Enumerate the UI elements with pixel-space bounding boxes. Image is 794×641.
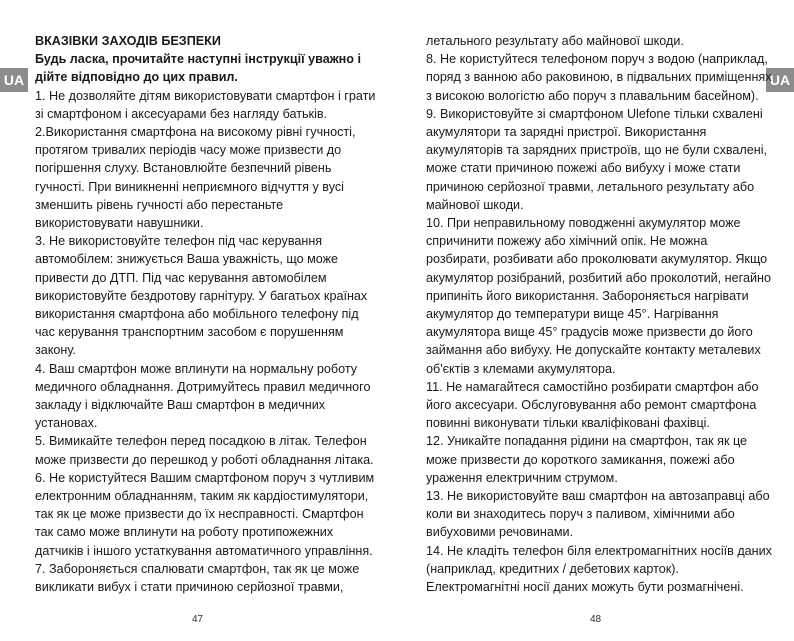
intro-line: Будь ласка, прочитайте наступні інструкції уважно і [35, 52, 361, 67]
page-heading: ВКАЗІВКИ ЗАХОДІВ БЕЗПЕКИ [35, 34, 221, 48]
text-line: 13. Не використовуйте ваш смартфон на автозаправці або [426, 489, 770, 504]
text-line: акумуляторів та зарядних пристроїв, що не були схвалені, [426, 143, 768, 158]
text-line: спричинити пожежу або хімічний опік. Не можна [426, 234, 708, 249]
text-line: установах. [35, 416, 98, 431]
text-line: розбирати, розбивати або проколювати акумулятор. Якщо [426, 252, 768, 267]
text-line: може призвести до перешкод у роботі обладнання літака. [35, 452, 374, 467]
text-line: летального результату або майнової шкоди. [426, 34, 684, 48]
text-line: використання смартфона або мобільного телефону під [35, 307, 359, 322]
text-line: коли ви знаходитесь поруч з паливом, хімічними або [426, 507, 735, 522]
text-line: датчиків і іншого устаткування автоматичного управління. [35, 543, 373, 558]
page-number-right: 48 [590, 614, 602, 625]
text-line: припиніть його використання. Забороняється нагрівати [426, 288, 749, 303]
text-line: закону. [35, 343, 76, 358]
text-line: 12. Уникайте попадання рідини на смартфон, так як це [426, 434, 748, 449]
text-line: електронним обладнанням, таким як кардіостимулятори, [35, 489, 369, 504]
text-line: причиною серйозної травми, летального результату або [426, 179, 755, 194]
text-line: протягом тривалих періодів часу може призвести до [35, 143, 342, 158]
left-page-text [35, 32, 375, 596]
text-line: погіршення слуху. Встановлюйте безпечний рівень [35, 161, 332, 176]
text-line: акумулятор до температури вище 45°. Нагрівання [426, 307, 719, 322]
text-line: майнової шкоди. [426, 197, 524, 212]
intro-line: дійте відповідно до цих правил. [35, 70, 238, 85]
text-line: зменшить рівень гучності або перестаньте [35, 197, 284, 212]
text-line: Електромагнітні носії даних можуть бути розмагнічені. [426, 580, 744, 595]
text-line: 14. Не кладіть телефон біля електромагнітних носіїв даних [426, 543, 772, 558]
text-line: поряд з ванною або раковиною, в підвальних приміщеннях [426, 70, 772, 85]
right-page-text [426, 32, 772, 596]
text-line: 2.Використання смартфона на високому рівні гучності, [35, 125, 356, 140]
text-line: 11. Не намагайтеся самостійно розбирати смартфон або [426, 379, 759, 394]
text-line: 9. Використовуйте зі смартфоном Ulefone тільки схвалені [426, 106, 763, 121]
text-line: може стати причиною пожежі або вибуху і може стати [426, 161, 741, 176]
text-line: гучності. При виникненні неприємного відчуття у вусі [35, 179, 344, 194]
text-line: з високою вологістю або поруч з плавальним басейном). [426, 88, 759, 103]
text-line: займання або вибуху. Не допускайте контакту металевих [426, 343, 761, 358]
text-line: його аксесуари. Обслуговування або ремонт смартфона [426, 398, 757, 413]
text-line: викликати вибух і стати причиною серйозної травми, [35, 580, 344, 595]
text-line: 4. Ваш смартфон може вплинути на нормальну роботу [35, 361, 358, 376]
text-line: може призвести до короткого замикання, пожежі або [426, 452, 735, 467]
text-line: акумулятора вище 45° градусів може призвести до його [426, 325, 753, 340]
text-line: (наприклад, кредитних / дебетових карток). [426, 561, 679, 576]
text-line: медичного обладнання. Дотримуйтесь правил медичного [35, 379, 371, 394]
text-line: використовувати навушники. [35, 216, 204, 231]
language-tab-right: UA [766, 68, 794, 92]
text-line: об'єктів з клемами акумулятора. [426, 361, 616, 376]
text-line: акумулятори та зарядні пристрої. Використання [426, 125, 707, 140]
text-line: закладу і відключайте Ваш смартфон в медичних [35, 398, 326, 413]
text-line: 1. Не дозволяйте дітям використовувати смартфон і грати [35, 88, 376, 103]
text-line: час керування транспортним засобом є порушенням [35, 325, 344, 340]
text-line: зі смартфоном і аксесуарами без нагляду батьків. [35, 106, 328, 121]
text-line: повинні виконувати тільки кваліфіковані фахівці. [426, 416, 710, 431]
text-line: 5. Вимикайте телефон перед посадкою в літак. Телефон [35, 434, 367, 449]
text-line: 10. При неправильному поводженні акумулятор може [426, 216, 741, 231]
text-line: 8. Не користуйтеся телефоном поруч з водою (наприклад, [426, 52, 768, 67]
page-number-left: 47 [192, 614, 204, 625]
text-line: 3. Не використовуйте телефон під час керування [35, 234, 323, 249]
text-line: акумулятор розібраний, розбитий або проколотий, негайно [426, 270, 771, 285]
text-line: так як це може призвести до їх несправності. Смартфон [35, 507, 364, 522]
text-line: автомобілем: знижується Ваша уважність, що може [35, 252, 339, 267]
text-line: 6. Не користуйтеся Вашим смартфоном поруч з чутливим [35, 470, 375, 485]
text-line: привести до ДТП. Під час керування автомобілем [35, 270, 327, 285]
text-line: ураження електричним струмом. [426, 470, 618, 485]
language-tab-left: UA [0, 68, 28, 92]
text-line: використовуйте бездротову гарнітуру. У багатьох країнах [35, 288, 368, 303]
text-line: вибуховими речовинами. [426, 525, 574, 540]
text-line: так само може вплинути на роботу протипожежних [35, 525, 334, 540]
text-line: 7. Забороняється спалювати смартфон, так як це може [35, 561, 360, 576]
